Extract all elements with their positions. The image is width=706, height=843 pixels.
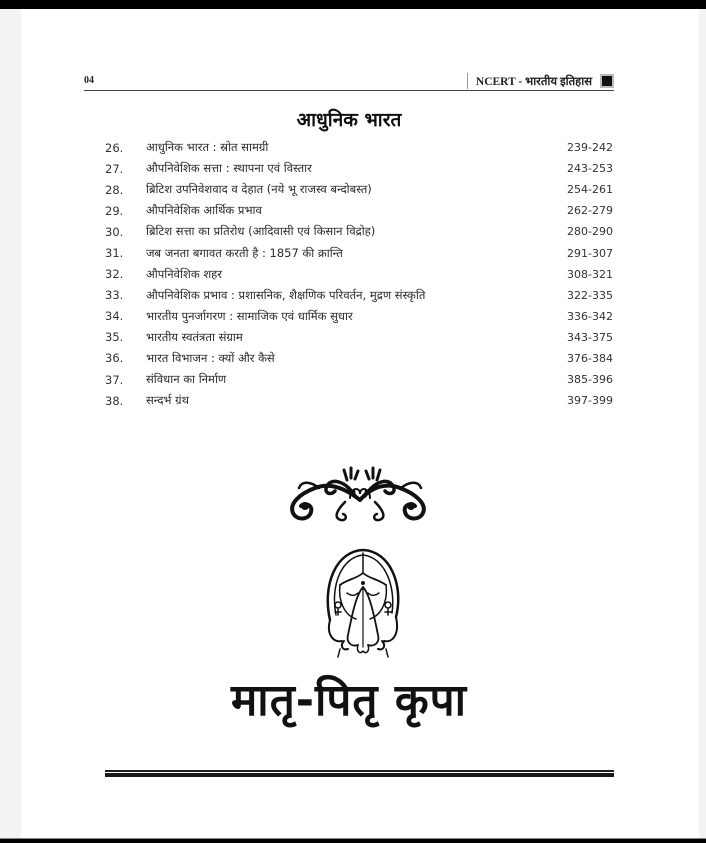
chapter-number: 36. [105,351,124,366]
page-range: 239-242 [567,141,613,155]
chapter-title: भारतीय स्वतंत्रता संग्राम [146,329,243,344]
chapter-number: 38. [105,393,124,408]
chapter-title: ब्रिटिश सत्ता का प्रतिरोध (आदिवासी एवं किसान विद्रोह) [146,224,376,239]
page-range: 397-399 [567,394,613,408]
chapter-number: 30. [105,224,124,239]
chapter-title: संविधान का निर्माण [146,372,227,387]
page-number: 04 [84,75,94,86]
namaste-woman-icon [318,545,408,665]
toc-row [105,242,613,263]
page-header [84,72,614,91]
chapter-number: 31. [105,246,124,261]
chapter-title: जब जनता बगावत करती है : 1857 की क्रान्ति [146,245,343,260]
bottom-black-bar [0,838,706,843]
chapter-number: 34. [105,309,124,324]
page-range: 308-321 [567,267,613,281]
toc-row [105,285,613,306]
page-range: 291-307 [567,246,613,260]
chapter-number: 35. [105,330,124,345]
chapter-title: आधुनिक भारत : स्रोत सामग्री [146,140,269,155]
chapter-title: औपनिवेशिक सत्ता : स्थापना एवं विस्तार [146,161,312,176]
page-range: 243-253 [567,162,613,176]
page-range: 322-335 [567,288,613,302]
toc-row [105,221,613,242]
square-icon [600,74,614,88]
running-header [467,72,614,90]
toc-row [105,137,613,158]
chapter-number: 33. [105,288,124,303]
toc-row [105,306,613,327]
chapter-title: सन्दर्भ ग्रंथ [146,393,190,408]
footer-rule-thick [105,773,614,777]
section-title: आधुनिक भारत [296,109,402,131]
page-range: 343-375 [567,330,613,344]
toc-row [105,390,613,411]
chapter-title: ब्रिटिश उपनिवेशवाद व देहात (नये भू राजस्व बन्दोबस्त) [146,182,372,197]
blessing-text: मातृ-पितृ कृपा [230,675,468,726]
chapter-title: औपनिवेशिक शहर [146,266,222,281]
toc-row [105,327,613,348]
toc-row [105,369,613,390]
chapter-number: 37. [105,372,124,387]
chapter-number: 26. [105,140,124,155]
chapter-title: भारत विभाजन : क्यों और कैसे [146,350,275,365]
header-divider [467,73,468,89]
toc-row [105,348,613,369]
chapter-title: औपनिवेशिक आर्थिक प्रभाव [146,203,262,218]
toc-row [105,158,613,179]
page-range: 376-384 [567,351,613,365]
toc-row [105,200,613,221]
page-range: 254-261 [567,183,613,197]
footer-rule [105,770,614,777]
chapter-number: 28. [105,182,124,197]
page-range: 280-290 [567,225,613,239]
chapter-number: 27. [105,161,124,176]
toc-row [105,264,613,285]
page-range: 385-396 [567,373,613,387]
page-range: 336-342 [567,309,613,323]
chapter-title: औपनिवेशिक प्रभाव : प्रशासनिक, शैक्षणिक परिवर्तन, मुद्रण संस्कृति [146,287,426,302]
chapter-number: 32. [105,267,124,282]
table-of-contents [105,137,613,411]
flourish-ornament-icon [275,458,445,528]
toc-row [105,179,613,200]
page-range: 262-279 [567,204,613,218]
running-title: NCERT - भारतीय इतिहास [475,75,592,88]
chapter-title: भारतीय पुनर्जागरण : सामाजिक एवं धार्मिक सुधार [146,308,353,323]
chapter-number: 29. [105,203,124,218]
top-black-bar [0,0,706,9]
